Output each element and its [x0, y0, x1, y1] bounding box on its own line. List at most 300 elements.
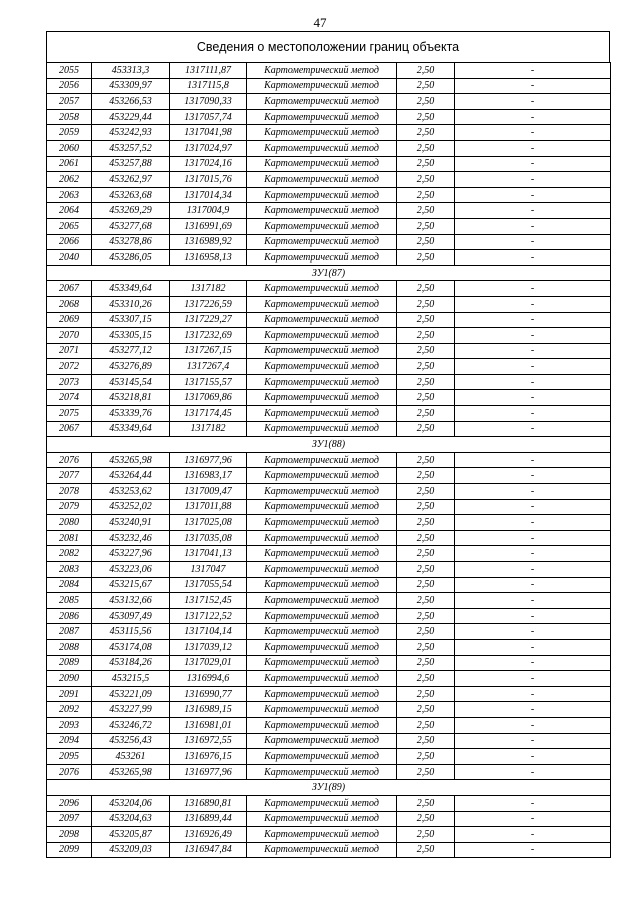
method-cell: Картометрический метод [247, 546, 397, 562]
section-header-row [47, 780, 611, 796]
description-cell: - [455, 390, 611, 406]
description-cell: - [455, 842, 611, 858]
point-number-cell: 2055 [47, 63, 92, 79]
method-cell: Картометрический метод [247, 795, 397, 811]
table-row [47, 343, 611, 359]
precision-cell: 2,50 [397, 671, 455, 687]
point-number-cell: 2073 [47, 374, 92, 390]
precision-cell: 2,50 [397, 795, 455, 811]
precision-cell: 2,50 [397, 608, 455, 624]
description-cell: - [455, 172, 611, 188]
y-coordinate-cell: 1317069,86 [170, 390, 247, 406]
method-cell: Картометрический метод [247, 406, 397, 422]
x-coordinate-cell: 453257,52 [92, 140, 170, 156]
table-row [47, 702, 611, 718]
description-cell: - [455, 811, 611, 827]
point-number-cell: 2098 [47, 827, 92, 843]
description-cell: - [455, 686, 611, 702]
x-coordinate-cell: 453276,89 [92, 359, 170, 375]
section-header-row [47, 265, 611, 281]
x-coordinate-cell: 453349,64 [92, 421, 170, 437]
y-coordinate-cell: 1317090,33 [170, 94, 247, 110]
y-coordinate-cell: 1317232,69 [170, 328, 247, 344]
point-number-cell: 2078 [47, 484, 92, 500]
x-coordinate-cell: 453246,72 [92, 717, 170, 733]
table-row [47, 608, 611, 624]
y-coordinate-cell: 1317035,08 [170, 530, 247, 546]
y-coordinate-cell: 1316991,69 [170, 218, 247, 234]
precision-cell: 2,50 [397, 764, 455, 780]
x-coordinate-cell: 453349,64 [92, 281, 170, 297]
y-coordinate-cell: 1317055,54 [170, 577, 247, 593]
x-coordinate-cell: 453115,56 [92, 624, 170, 640]
point-number-cell: 2077 [47, 468, 92, 484]
y-coordinate-cell: 1317267,4 [170, 359, 247, 375]
table-row [47, 203, 611, 219]
x-coordinate-cell: 453215,5 [92, 671, 170, 687]
precision-cell: 2,50 [397, 140, 455, 156]
description-cell: - [455, 764, 611, 780]
description-cell: - [455, 608, 611, 624]
y-coordinate-cell: 1317015,76 [170, 172, 247, 188]
method-cell: Картометрический метод [247, 655, 397, 671]
point-number-cell: 2067 [47, 421, 92, 437]
table-row [47, 733, 611, 749]
method-cell: Картометрический метод [247, 63, 397, 79]
method-cell: Картометрический метод [247, 608, 397, 624]
x-coordinate-cell: 453232,46 [92, 530, 170, 546]
x-coordinate-cell: 453204,63 [92, 811, 170, 827]
y-coordinate-cell: 1317267,15 [170, 343, 247, 359]
point-number-cell: 2085 [47, 593, 92, 609]
y-coordinate-cell: 1317009,47 [170, 484, 247, 500]
y-coordinate-cell: 1317182 [170, 281, 247, 297]
x-coordinate-cell: 453265,98 [92, 764, 170, 780]
precision-cell: 2,50 [397, 468, 455, 484]
method-cell: Картометрический метод [247, 359, 397, 375]
precision-cell: 2,50 [397, 577, 455, 593]
point-number-cell: 2074 [47, 390, 92, 406]
method-cell: Картометрический метод [247, 468, 397, 484]
point-number-cell: 2080 [47, 515, 92, 531]
description-cell: - [455, 639, 611, 655]
point-number-cell: 2082 [47, 546, 92, 562]
precision-cell: 2,50 [397, 452, 455, 468]
y-coordinate-cell: 1317004,9 [170, 203, 247, 219]
description-cell: - [455, 312, 611, 328]
point-number-cell: 2096 [47, 795, 92, 811]
y-coordinate-cell: 1317115,8 [170, 78, 247, 94]
table-row [47, 374, 611, 390]
description-cell: - [455, 406, 611, 422]
method-cell: Картометрический метод [247, 94, 397, 110]
section-label: ЗУ1(89) [47, 780, 611, 796]
x-coordinate-cell: 453305,15 [92, 328, 170, 344]
point-number-cell: 2066 [47, 234, 92, 250]
method-cell: Картометрический метод [247, 827, 397, 843]
point-number-cell: 2069 [47, 312, 92, 328]
table-row [47, 546, 611, 562]
description-cell: - [455, 109, 611, 125]
description-cell: - [455, 359, 611, 375]
x-coordinate-cell: 453215,67 [92, 577, 170, 593]
table-row [47, 577, 611, 593]
precision-cell: 2,50 [397, 702, 455, 718]
precision-cell: 2,50 [397, 296, 455, 312]
x-coordinate-cell: 453218,81 [92, 390, 170, 406]
x-coordinate-cell: 453339,76 [92, 406, 170, 422]
y-coordinate-cell: 1317029,01 [170, 655, 247, 671]
table-row [47, 63, 611, 79]
x-coordinate-cell: 453278,86 [92, 234, 170, 250]
description-cell: - [455, 94, 611, 110]
precision-cell: 2,50 [397, 842, 455, 858]
precision-cell: 2,50 [397, 234, 455, 250]
page-number: 47 [313, 15, 327, 30]
y-coordinate-cell: 1316983,17 [170, 468, 247, 484]
point-number-cell: 2071 [47, 343, 92, 359]
precision-cell: 2,50 [397, 374, 455, 390]
table-row [47, 499, 611, 515]
point-number-cell: 2056 [47, 78, 92, 94]
method-cell: Картометрический метод [247, 390, 397, 406]
x-coordinate-cell: 453257,88 [92, 156, 170, 172]
description-cell: - [455, 343, 611, 359]
method-cell: Картометрический метод [247, 717, 397, 733]
description-cell: - [455, 250, 611, 266]
boundary-table-frame [46, 31, 610, 858]
precision-cell: 2,50 [397, 827, 455, 843]
y-coordinate-cell: 1317226,59 [170, 296, 247, 312]
precision-cell: 2,50 [397, 624, 455, 640]
table-row [47, 359, 611, 375]
x-coordinate-cell: 453262,97 [92, 172, 170, 188]
y-coordinate-cell: 1316981,01 [170, 717, 247, 733]
table-row [47, 671, 611, 687]
description-cell: - [455, 140, 611, 156]
method-cell: Картометрический метод [247, 733, 397, 749]
table-row [47, 795, 611, 811]
point-number-cell: 2091 [47, 686, 92, 702]
description-cell: - [455, 795, 611, 811]
method-cell: Картометрический метод [247, 562, 397, 578]
description-cell: - [455, 452, 611, 468]
y-coordinate-cell: 1316899,44 [170, 811, 247, 827]
point-number-cell: 2092 [47, 702, 92, 718]
section-header-row [47, 437, 611, 453]
y-coordinate-cell: 1317229,27 [170, 312, 247, 328]
method-cell: Картометрический метод [247, 499, 397, 515]
precision-cell: 2,50 [397, 546, 455, 562]
description-cell: - [455, 78, 611, 94]
table-row [47, 390, 611, 406]
x-coordinate-cell: 453253,62 [92, 484, 170, 500]
section-label: ЗУ1(88) [47, 437, 611, 453]
x-coordinate-cell: 453209,03 [92, 842, 170, 858]
x-coordinate-cell: 453227,96 [92, 546, 170, 562]
method-cell: Картометрический метод [247, 421, 397, 437]
precision-cell: 2,50 [397, 78, 455, 94]
x-coordinate-cell: 453242,93 [92, 125, 170, 141]
precision-cell: 2,50 [397, 749, 455, 765]
method-cell: Картометрический метод [247, 811, 397, 827]
method-cell: Картометрический метод [247, 234, 397, 250]
point-number-cell: 2076 [47, 764, 92, 780]
point-number-cell: 2076 [47, 452, 92, 468]
precision-cell: 2,50 [397, 390, 455, 406]
point-number-cell: 2081 [47, 530, 92, 546]
method-cell: Картометрический метод [247, 156, 397, 172]
x-coordinate-cell: 453204,06 [92, 795, 170, 811]
table-row [47, 94, 611, 110]
x-coordinate-cell: 453269,29 [92, 203, 170, 219]
precision-cell: 2,50 [397, 250, 455, 266]
table-title: Сведения о местоположении границ объекта [46, 31, 610, 62]
method-cell: Картометрический метод [247, 109, 397, 125]
y-coordinate-cell: 1317122,52 [170, 608, 247, 624]
precision-cell: 2,50 [397, 733, 455, 749]
description-cell: - [455, 499, 611, 515]
y-coordinate-cell: 1317011,88 [170, 499, 247, 515]
method-cell: Картометрический метод [247, 484, 397, 500]
coordinates-table-body [47, 63, 611, 858]
y-coordinate-cell: 1317025,08 [170, 515, 247, 531]
precision-cell: 2,50 [397, 109, 455, 125]
point-number-cell: 2083 [47, 562, 92, 578]
y-coordinate-cell: 1316994,6 [170, 671, 247, 687]
description-cell: - [455, 468, 611, 484]
description-cell: - [455, 187, 611, 203]
method-cell: Картометрический метод [247, 343, 397, 359]
table-row [47, 78, 611, 94]
method-cell: Картометрический метод [247, 281, 397, 297]
table-row [47, 328, 611, 344]
y-coordinate-cell: 1316976,15 [170, 749, 247, 765]
method-cell: Картометрический метод [247, 328, 397, 344]
precision-cell: 2,50 [397, 655, 455, 671]
precision-cell: 2,50 [397, 172, 455, 188]
table-row [47, 250, 611, 266]
y-coordinate-cell: 1317104,14 [170, 624, 247, 640]
y-coordinate-cell: 1317155,57 [170, 374, 247, 390]
method-cell: Картометрический метод [247, 624, 397, 640]
precision-cell: 2,50 [397, 63, 455, 79]
table-row [47, 562, 611, 578]
point-number-cell: 2089 [47, 655, 92, 671]
table-row [47, 655, 611, 671]
y-coordinate-cell: 1317024,16 [170, 156, 247, 172]
x-coordinate-cell: 453256,43 [92, 733, 170, 749]
x-coordinate-cell: 453223,06 [92, 562, 170, 578]
precision-cell: 2,50 [397, 156, 455, 172]
precision-cell: 2,50 [397, 94, 455, 110]
precision-cell: 2,50 [397, 125, 455, 141]
x-coordinate-cell: 453263,68 [92, 187, 170, 203]
y-coordinate-cell: 1316958,13 [170, 250, 247, 266]
precision-cell: 2,50 [397, 530, 455, 546]
point-number-cell: 2094 [47, 733, 92, 749]
precision-cell: 2,50 [397, 312, 455, 328]
method-cell: Картометрический метод [247, 125, 397, 141]
point-number-cell: 2090 [47, 671, 92, 687]
precision-cell: 2,50 [397, 717, 455, 733]
x-coordinate-cell: 453184,26 [92, 655, 170, 671]
point-number-cell: 2065 [47, 218, 92, 234]
table-row [47, 842, 611, 858]
x-coordinate-cell: 453227,99 [92, 702, 170, 718]
x-coordinate-cell: 453145,54 [92, 374, 170, 390]
y-coordinate-cell: 1317041,98 [170, 125, 247, 141]
y-coordinate-cell: 1316990,77 [170, 686, 247, 702]
point-number-cell: 2057 [47, 94, 92, 110]
table-row [47, 140, 611, 156]
method-cell: Картометрический метод [247, 218, 397, 234]
table-row [47, 484, 611, 500]
table-row [47, 593, 611, 609]
description-cell: - [455, 530, 611, 546]
description-cell: - [455, 156, 611, 172]
point-number-cell: 2087 [47, 624, 92, 640]
point-number-cell: 2059 [47, 125, 92, 141]
y-coordinate-cell: 1316989,15 [170, 702, 247, 718]
x-coordinate-cell: 453264,44 [92, 468, 170, 484]
description-cell: - [455, 296, 611, 312]
point-number-cell: 2058 [47, 109, 92, 125]
point-number-cell: 2068 [47, 296, 92, 312]
x-coordinate-cell: 453265,98 [92, 452, 170, 468]
x-coordinate-cell: 453174,08 [92, 639, 170, 655]
description-cell: - [455, 827, 611, 843]
point-number-cell: 2040 [47, 250, 92, 266]
point-number-cell: 2093 [47, 717, 92, 733]
y-coordinate-cell: 1316972,55 [170, 733, 247, 749]
x-coordinate-cell: 453261 [92, 749, 170, 765]
method-cell: Картометрический метод [247, 312, 397, 328]
description-cell: - [455, 562, 611, 578]
x-coordinate-cell: 453132,66 [92, 593, 170, 609]
point-number-cell: 2067 [47, 281, 92, 297]
description-cell: - [455, 577, 611, 593]
method-cell: Картометрический метод [247, 686, 397, 702]
x-coordinate-cell: 453240,91 [92, 515, 170, 531]
precision-cell: 2,50 [397, 593, 455, 609]
precision-cell: 2,50 [397, 218, 455, 234]
table-row [47, 515, 611, 531]
x-coordinate-cell: 453313,3 [92, 63, 170, 79]
section-label: ЗУ1(87) [47, 265, 611, 281]
description-cell: - [455, 484, 611, 500]
description-cell: - [455, 733, 611, 749]
y-coordinate-cell: 1317174,45 [170, 406, 247, 422]
table-row [47, 686, 611, 702]
point-number-cell: 2070 [47, 328, 92, 344]
point-number-cell: 2095 [47, 749, 92, 765]
coordinates-table [46, 62, 611, 858]
point-number-cell: 2060 [47, 140, 92, 156]
y-coordinate-cell: 1317057,74 [170, 109, 247, 125]
precision-cell: 2,50 [397, 343, 455, 359]
method-cell: Картометрический метод [247, 702, 397, 718]
table-row [47, 468, 611, 484]
table-row [47, 218, 611, 234]
table-row [47, 639, 611, 655]
precision-cell: 2,50 [397, 281, 455, 297]
point-number-cell: 2075 [47, 406, 92, 422]
method-cell: Картометрический метод [247, 530, 397, 546]
point-number-cell: 2097 [47, 811, 92, 827]
y-coordinate-cell: 1316977,96 [170, 764, 247, 780]
y-coordinate-cell: 1316926,49 [170, 827, 247, 843]
point-number-cell: 2084 [47, 577, 92, 593]
point-number-cell: 2099 [47, 842, 92, 858]
table-row [47, 125, 611, 141]
method-cell: Картометрический метод [247, 452, 397, 468]
method-cell: Картометрический метод [247, 671, 397, 687]
y-coordinate-cell: 1317152,45 [170, 593, 247, 609]
y-coordinate-cell: 1316890,81 [170, 795, 247, 811]
table-row [47, 749, 611, 765]
x-coordinate-cell: 453277,12 [92, 343, 170, 359]
precision-cell: 2,50 [397, 639, 455, 655]
precision-cell: 2,50 [397, 484, 455, 500]
description-cell: - [455, 624, 611, 640]
x-coordinate-cell: 453221,09 [92, 686, 170, 702]
x-coordinate-cell: 453277,68 [92, 218, 170, 234]
description-cell: - [455, 281, 611, 297]
description-cell: - [455, 702, 611, 718]
description-cell: - [455, 671, 611, 687]
method-cell: Картометрический метод [247, 374, 397, 390]
x-coordinate-cell: 453252,02 [92, 499, 170, 515]
point-number-cell: 2088 [47, 639, 92, 655]
table-row [47, 172, 611, 188]
description-cell: - [455, 655, 611, 671]
method-cell: Картометрический метод [247, 203, 397, 219]
x-coordinate-cell: 453266,53 [92, 94, 170, 110]
table-row [47, 717, 611, 733]
method-cell: Картометрический метод [247, 764, 397, 780]
method-cell: Картометрический метод [247, 187, 397, 203]
precision-cell: 2,50 [397, 811, 455, 827]
table-row [47, 421, 611, 437]
description-cell: - [455, 374, 611, 390]
table-row [47, 764, 611, 780]
description-cell: - [455, 593, 611, 609]
method-cell: Картометрический метод [247, 577, 397, 593]
table-row [47, 624, 611, 640]
method-cell: Картометрический метод [247, 172, 397, 188]
y-coordinate-cell: 1316989,92 [170, 234, 247, 250]
y-coordinate-cell: 1317182 [170, 421, 247, 437]
description-cell: - [455, 63, 611, 79]
method-cell: Картометрический метод [247, 296, 397, 312]
x-coordinate-cell: 453309,97 [92, 78, 170, 94]
table-row [47, 234, 611, 250]
description-cell: - [455, 203, 611, 219]
point-number-cell: 2086 [47, 608, 92, 624]
x-coordinate-cell: 453307,15 [92, 312, 170, 328]
y-coordinate-cell: 1317024,97 [170, 140, 247, 156]
table-row [47, 156, 611, 172]
precision-cell: 2,50 [397, 406, 455, 422]
table-row [47, 452, 611, 468]
description-cell: - [455, 421, 611, 437]
y-coordinate-cell: 1317047 [170, 562, 247, 578]
precision-cell: 2,50 [397, 328, 455, 344]
table-row [47, 281, 611, 297]
point-number-cell: 2072 [47, 359, 92, 375]
y-coordinate-cell: 1317111,87 [170, 63, 247, 79]
